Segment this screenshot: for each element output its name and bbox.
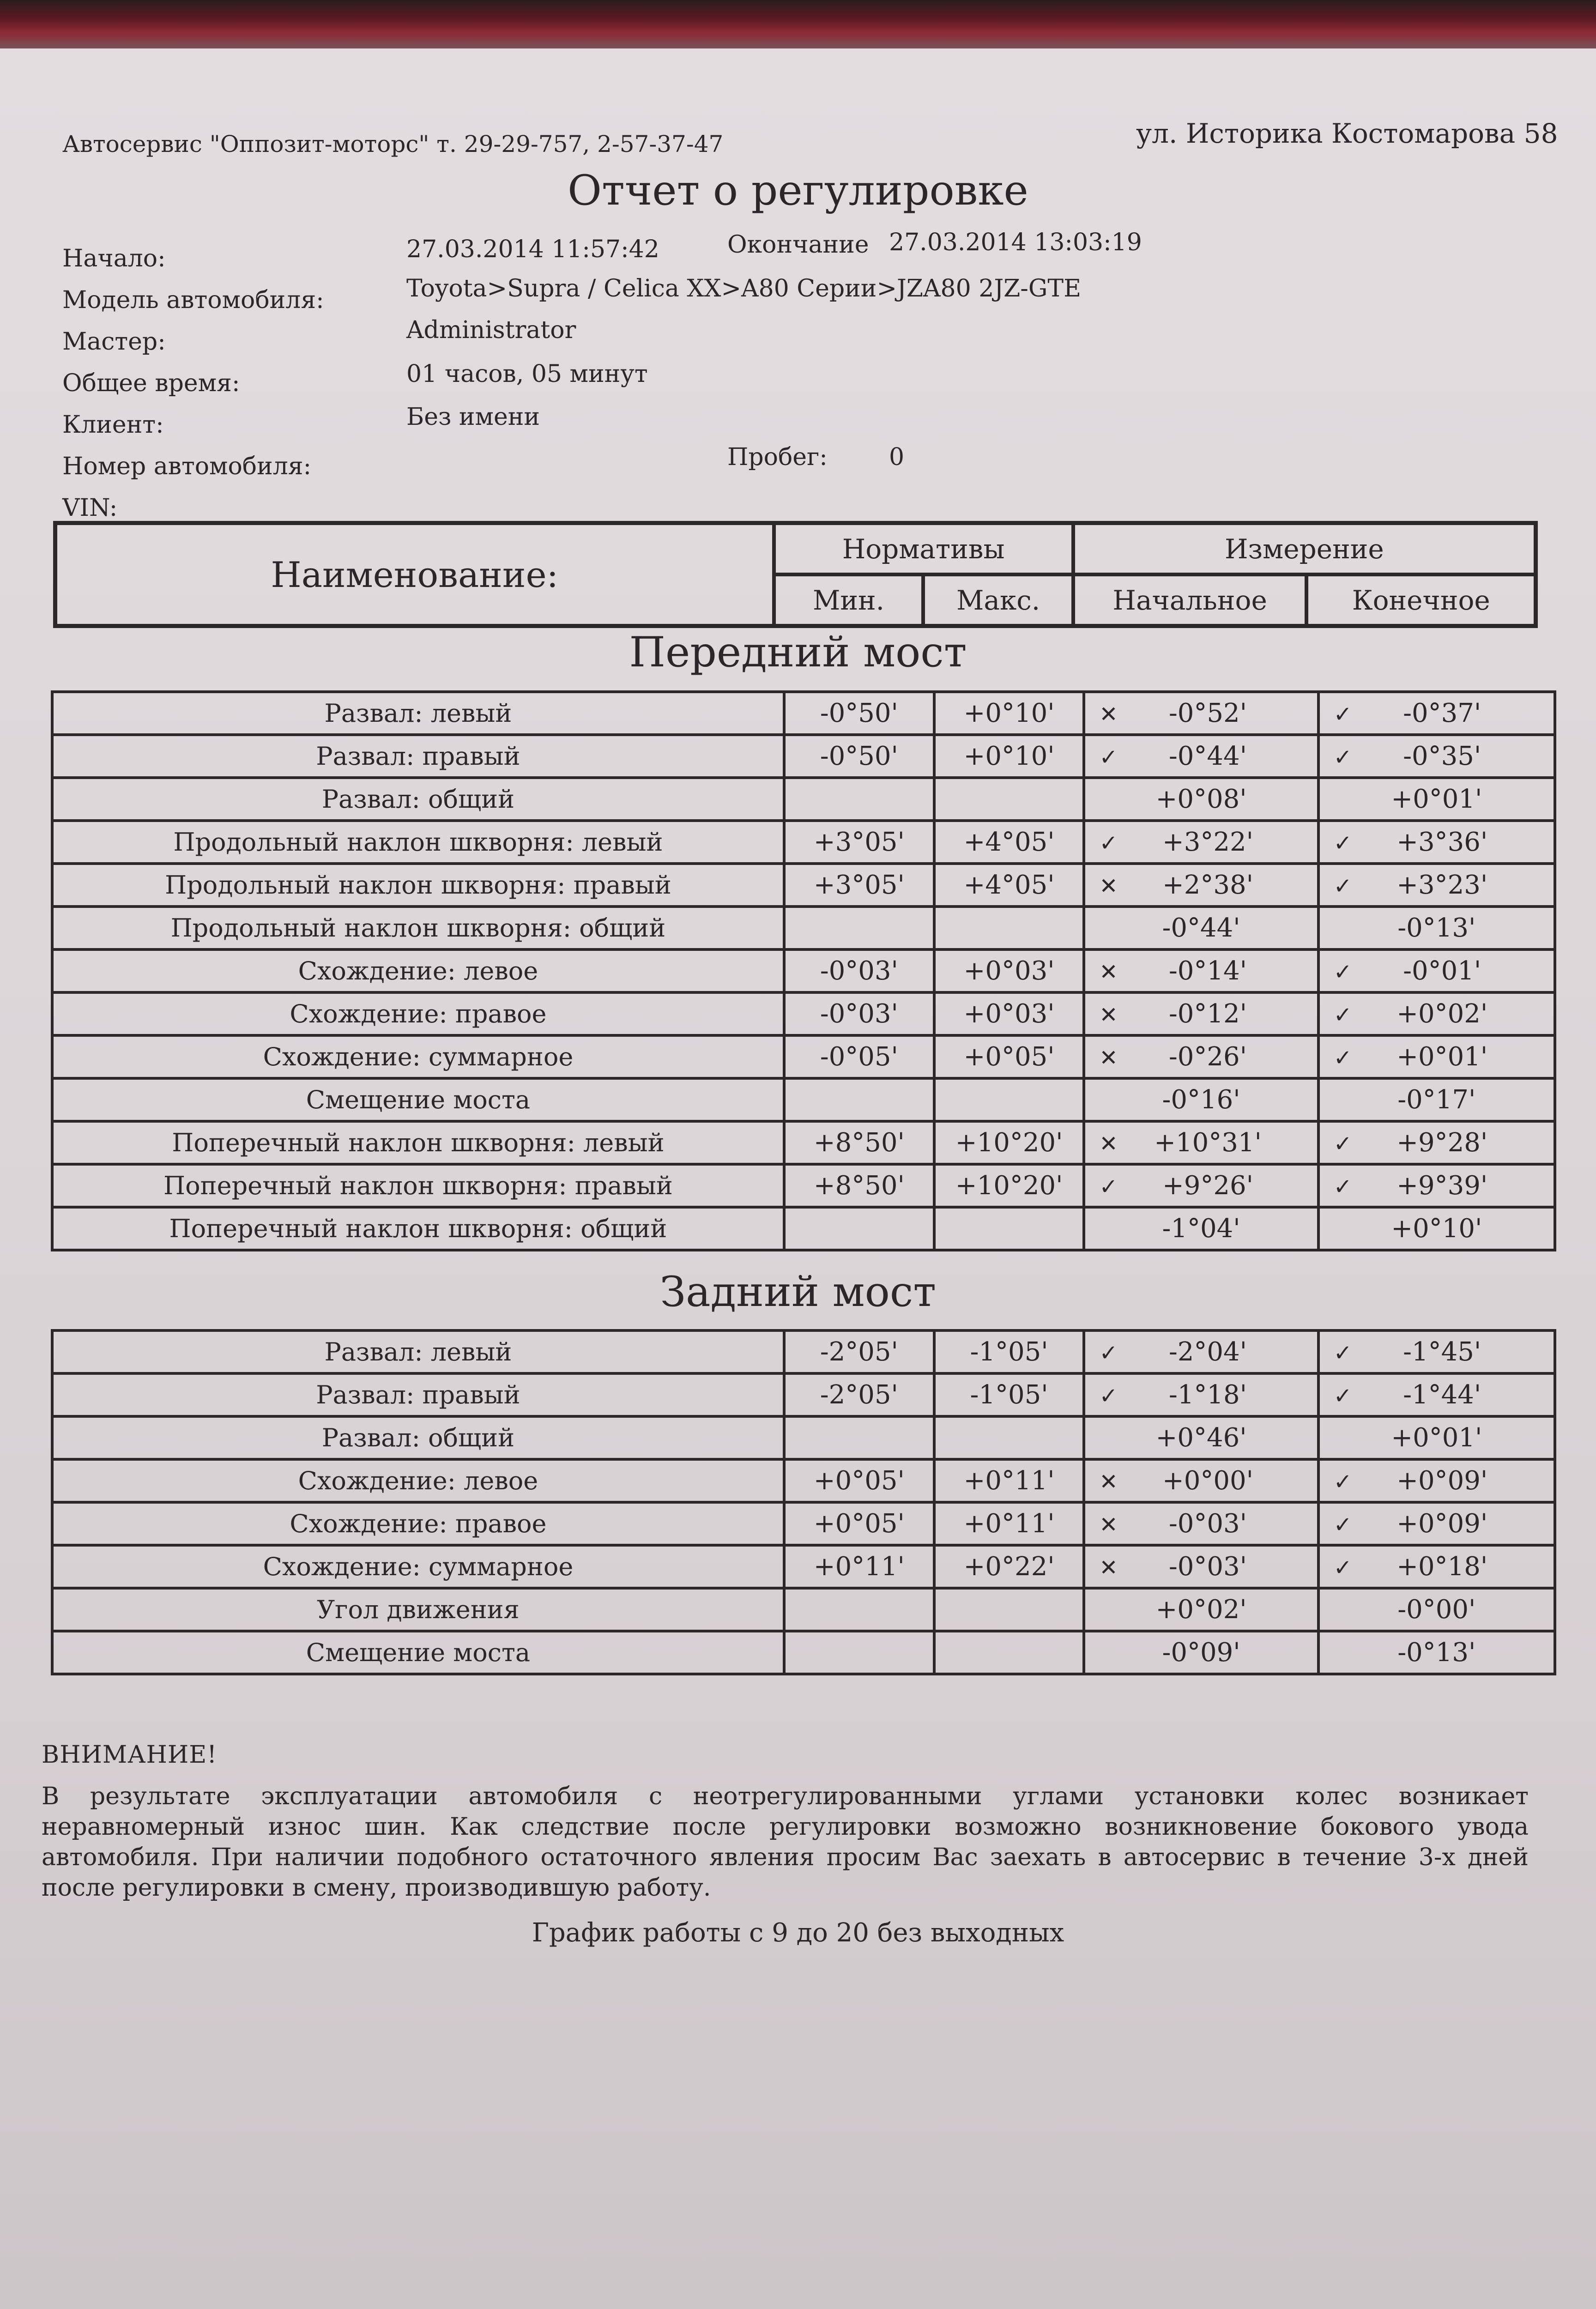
parameter-name: Угол движения <box>52 1588 784 1631</box>
rear-axle-table <box>51 1329 1556 1675</box>
norm-max: -1°05' <box>934 1330 1084 1373</box>
work-schedule: График работы с 9 до 20 без выходных <box>532 1918 1064 1948</box>
initial-value: +9°26' <box>1162 1171 1254 1201</box>
cross-icon: ✕ <box>1099 959 1118 985</box>
check-icon: ✓ <box>1333 1340 1352 1366</box>
parameter-name: Схождение: правое <box>52 1502 784 1545</box>
norm-max: +0°11' <box>934 1502 1084 1545</box>
norm-min: +8°50' <box>784 1164 934 1207</box>
norm-min <box>784 1078 934 1121</box>
norm-max: +0°22' <box>934 1545 1084 1588</box>
mileage-label: Пробег: <box>727 443 828 471</box>
table-row <box>52 1373 1555 1416</box>
initial-value: -0°03' <box>1168 1509 1247 1539</box>
norm-max <box>934 1416 1084 1459</box>
initial-measurement <box>1084 1416 1318 1459</box>
warning-text: В результате эксплуатации автомобиля с неотрегулированными углами установки колес возникает неравномерный износ шин. Как следствие после регулировки возможно возникновение бокового увода автомобиля. При наличии подобного остаточного явления просим Вас заехать в автосервис в течение 3-х дней после регулировки в смену, производившую работу. <box>42 1783 1529 1902</box>
initial-value: +3°22' <box>1162 827 1254 857</box>
table-row <box>52 1459 1555 1502</box>
norm-max <box>934 1078 1084 1121</box>
initial-value: +0°00' <box>1162 1466 1254 1496</box>
initial-measurement <box>1084 1330 1318 1373</box>
parameter-name: Развал: левый <box>52 692 784 735</box>
initial-measurement <box>1084 778 1318 821</box>
rear-axle-title: Задний мост <box>659 1268 937 1316</box>
initial-value: -0°16' <box>1162 1085 1240 1115</box>
final-measurement <box>1318 821 1555 864</box>
norm-max <box>934 1588 1084 1631</box>
final-value: -1°44' <box>1403 1380 1481 1410</box>
table-row <box>52 1502 1555 1545</box>
check-icon: ✓ <box>1333 1131 1352 1157</box>
norm-max <box>934 907 1084 949</box>
header-name: Наименование: <box>55 523 774 626</box>
final-measurement <box>1318 1459 1555 1502</box>
final-value: +0°02' <box>1396 999 1488 1029</box>
check-icon: ✓ <box>1333 1512 1352 1538</box>
initial-value: -0°26' <box>1168 1042 1247 1072</box>
final-value: -0°37' <box>1403 698 1481 728</box>
final-measurement <box>1318 1164 1555 1207</box>
initial-measurement <box>1084 692 1318 735</box>
initial-measurement <box>1084 1078 1318 1121</box>
table-row <box>52 1416 1555 1459</box>
initial-value: -1°18' <box>1168 1380 1247 1410</box>
check-icon: ✓ <box>1333 959 1352 985</box>
norm-min: -0°05' <box>784 1035 934 1078</box>
vin-label: VIN: <box>62 494 118 522</box>
initial-value: -1°04' <box>1162 1214 1240 1244</box>
norm-max: -1°05' <box>934 1373 1084 1416</box>
check-icon: ✓ <box>1333 1002 1352 1028</box>
initial-value: -2°04' <box>1168 1337 1247 1367</box>
check-icon: ✓ <box>1099 744 1118 770</box>
norm-min <box>784 907 934 949</box>
initial-measurement <box>1084 1373 1318 1416</box>
table-row <box>52 1631 1555 1674</box>
end-value: 27.03.2014 13:03:19 <box>889 229 1142 256</box>
table-row <box>52 949 1555 992</box>
final-measurement <box>1318 1545 1555 1588</box>
end-label: Окончание <box>727 231 869 259</box>
norm-min <box>784 1588 934 1631</box>
norm-min: +0°05' <box>784 1502 934 1545</box>
header-measure: Измерение <box>1073 523 1536 575</box>
model-value: Toyota>Supra / Celica XX>A80 Серии>JZA80 2JZ-GTE <box>406 275 1082 302</box>
header-norms: Нормативы <box>774 523 1073 575</box>
parameter-name: Схождение: левое <box>52 1459 784 1502</box>
norm-max <box>934 1631 1084 1674</box>
parameter-name: Схождение: левое <box>52 949 784 992</box>
norm-min: -0°50' <box>784 735 934 778</box>
header-initial: Начальное <box>1073 574 1307 626</box>
final-measurement <box>1318 992 1555 1035</box>
final-measurement <box>1318 1416 1555 1459</box>
header-min: Мин. <box>774 574 924 626</box>
initial-value: -0°44' <box>1168 741 1247 771</box>
norm-min <box>784 778 934 821</box>
check-icon: ✓ <box>1333 1469 1352 1495</box>
final-value: -0°13' <box>1397 1638 1476 1668</box>
initial-value: +2°38' <box>1162 870 1254 900</box>
top-dark-band <box>0 0 1596 55</box>
check-icon: ✓ <box>1099 830 1118 856</box>
final-measurement <box>1318 692 1555 735</box>
final-value: +9°28' <box>1396 1128 1488 1158</box>
cross-icon: ✕ <box>1099 1469 1118 1495</box>
norm-max: +4°05' <box>934 821 1084 864</box>
final-value: -0°13' <box>1397 913 1476 943</box>
client-value: Без имени <box>406 403 540 431</box>
initial-value: -0°12' <box>1168 999 1247 1029</box>
check-icon: ✓ <box>1333 1555 1352 1581</box>
initial-value: +10°31' <box>1154 1128 1262 1158</box>
start-value: 27.03.2014 11:57:42 <box>406 236 659 263</box>
cross-icon: ✕ <box>1099 1131 1118 1157</box>
table-row <box>52 1207 1555 1250</box>
initial-measurement <box>1084 1588 1318 1631</box>
norm-min: -0°50' <box>784 692 934 735</box>
initial-measurement <box>1084 992 1318 1035</box>
initial-value: -0°09' <box>1162 1638 1240 1668</box>
start-label: Начало: <box>62 245 166 272</box>
cross-icon: ✕ <box>1099 701 1118 727</box>
final-measurement <box>1318 864 1555 907</box>
final-value: +3°23' <box>1396 870 1488 900</box>
initial-measurement <box>1084 1459 1318 1502</box>
norm-min: -0°03' <box>784 992 934 1035</box>
parameter-name: Поперечный наклон шкворня: левый <box>52 1121 784 1164</box>
parameter-name: Развал: общий <box>52 1416 784 1459</box>
initial-measurement <box>1084 1545 1318 1588</box>
final-value: +0°09' <box>1396 1466 1488 1496</box>
initial-measurement <box>1084 735 1318 778</box>
initial-value: -0°52' <box>1168 698 1247 728</box>
norm-min: +8°50' <box>784 1121 934 1164</box>
check-icon: ✓ <box>1099 1340 1118 1366</box>
check-icon: ✓ <box>1333 1045 1352 1071</box>
cross-icon: ✕ <box>1099 873 1118 899</box>
initial-measurement <box>1084 1207 1318 1250</box>
parameter-name: Схождение: суммарное <box>52 1545 784 1588</box>
norm-min: -2°05' <box>784 1330 934 1373</box>
parameter-name: Продольный наклон шкворня: общий <box>52 907 784 949</box>
norm-max: +10°20' <box>934 1164 1084 1207</box>
final-measurement <box>1318 1078 1555 1121</box>
final-measurement <box>1318 1631 1555 1674</box>
cross-icon: ✕ <box>1099 1045 1118 1071</box>
table-row <box>52 821 1555 864</box>
check-icon: ✓ <box>1333 1174 1352 1200</box>
final-value: +0°01' <box>1391 1423 1482 1453</box>
initial-value: -0°14' <box>1168 956 1247 986</box>
front-axle-title: Передний мост <box>629 628 967 677</box>
initial-measurement <box>1084 1631 1318 1674</box>
norm-min: +0°11' <box>784 1545 934 1588</box>
check-icon: ✓ <box>1333 1383 1352 1409</box>
report-title: Отчет о регулировке <box>568 166 1028 215</box>
final-measurement <box>1318 1330 1555 1373</box>
cross-icon: ✕ <box>1099 1512 1118 1538</box>
norm-max: +0°03' <box>934 992 1084 1035</box>
final-value: +3°36' <box>1396 827 1488 857</box>
final-value: +0°10' <box>1391 1214 1482 1244</box>
table-row <box>52 692 1555 735</box>
norm-max: +0°10' <box>934 692 1084 735</box>
final-value: -0°17' <box>1397 1085 1476 1115</box>
parameter-name: Продольный наклон шкворня: левый <box>52 821 784 864</box>
header-final: Конечное <box>1306 574 1536 626</box>
parameter-name: Развал: правый <box>52 1373 784 1416</box>
norm-min <box>784 1631 934 1674</box>
initial-measurement <box>1084 949 1318 992</box>
table-row <box>52 1588 1555 1631</box>
parameter-name: Поперечный наклон шкворня: правый <box>52 1164 784 1207</box>
front-axle-table <box>51 690 1556 1251</box>
norm-max: +0°10' <box>934 735 1084 778</box>
final-value: -1°45' <box>1403 1337 1481 1367</box>
initial-measurement <box>1084 821 1318 864</box>
table-row <box>52 1545 1555 1588</box>
final-value: -0°00' <box>1397 1595 1476 1625</box>
company-address: ул. Историка Костомарова 58 <box>1136 118 1558 149</box>
parameter-name: Смещение моста <box>52 1631 784 1674</box>
initial-measurement <box>1084 1502 1318 1545</box>
final-value: +0°09' <box>1396 1509 1488 1539</box>
parameter-name: Продольный наклон шкворня: правый <box>52 864 784 907</box>
initial-measurement <box>1084 1035 1318 1078</box>
table-row <box>52 1078 1555 1121</box>
final-measurement <box>1318 1502 1555 1545</box>
norm-min: -0°03' <box>784 949 934 992</box>
final-value: -0°35' <box>1403 741 1481 771</box>
final-measurement <box>1318 778 1555 821</box>
final-value: +0°18' <box>1396 1552 1488 1582</box>
norm-max: +10°20' <box>934 1121 1084 1164</box>
parameter-name: Развал: общий <box>52 778 784 821</box>
master-label: Мастер: <box>62 328 166 356</box>
warning-title: ВНИМАНИЕ! <box>42 1741 218 1769</box>
table-row <box>52 778 1555 821</box>
parameter-name: Поперечный наклон шкворня: общий <box>52 1207 784 1250</box>
norm-min: +3°05' <box>784 821 934 864</box>
norm-min: +3°05' <box>784 864 934 907</box>
company-name: Автосервис "Оппозит-моторс" т. 29-29-757, 2-57-37-47 <box>62 131 724 157</box>
cross-icon: ✕ <box>1099 1002 1118 1028</box>
table-row <box>52 907 1555 949</box>
check-icon: ✓ <box>1333 744 1352 770</box>
model-label: Модель автомобиля: <box>62 286 324 314</box>
check-icon: ✓ <box>1333 830 1352 856</box>
norm-max: +0°11' <box>934 1459 1084 1502</box>
check-icon: ✓ <box>1333 701 1352 727</box>
total-time-label: Общее время: <box>62 369 240 397</box>
total-time-value: 01 часов, 05 минут <box>406 360 648 388</box>
parameter-name: Смещение моста <box>52 1078 784 1121</box>
header-max: Макс. <box>923 574 1073 626</box>
table-header <box>53 521 1538 628</box>
final-measurement <box>1318 1207 1555 1250</box>
initial-value: +0°02' <box>1155 1595 1247 1625</box>
final-value: +0°01' <box>1396 1042 1488 1072</box>
table-row <box>52 864 1555 907</box>
cross-icon: ✕ <box>1099 1555 1118 1581</box>
norm-max <box>934 778 1084 821</box>
norm-min <box>784 1416 934 1459</box>
final-measurement <box>1318 1373 1555 1416</box>
table-row <box>52 735 1555 778</box>
norm-min: -2°05' <box>784 1373 934 1416</box>
initial-measurement <box>1084 864 1318 907</box>
norm-min <box>784 1207 934 1250</box>
client-label: Клиент: <box>62 411 164 439</box>
final-value: +0°01' <box>1391 784 1482 814</box>
table-row <box>52 1330 1555 1373</box>
final-measurement <box>1318 735 1555 778</box>
check-icon: ✓ <box>1099 1174 1118 1200</box>
table-row <box>52 1164 1555 1207</box>
initial-measurement <box>1084 1121 1318 1164</box>
check-icon: ✓ <box>1099 1383 1118 1409</box>
norm-max: +0°03' <box>934 949 1084 992</box>
plate-label: Номер автомобиля: <box>62 453 312 480</box>
initial-value: +0°08' <box>1155 784 1247 814</box>
initial-value: +0°46' <box>1155 1423 1247 1453</box>
norm-min: +0°05' <box>784 1459 934 1502</box>
norm-max: +4°05' <box>934 864 1084 907</box>
master-value: Administrator <box>406 316 576 344</box>
parameter-name: Развал: правый <box>52 735 784 778</box>
final-value: -0°01' <box>1403 956 1481 986</box>
final-measurement <box>1318 949 1555 992</box>
table-row <box>52 1121 1555 1164</box>
norm-max <box>934 1207 1084 1250</box>
norm-max: +0°05' <box>934 1035 1084 1078</box>
check-icon: ✓ <box>1333 873 1352 899</box>
final-value: +9°39' <box>1396 1171 1488 1201</box>
table-row <box>52 1035 1555 1078</box>
final-measurement <box>1318 1121 1555 1164</box>
initial-measurement <box>1084 1164 1318 1207</box>
parameter-name: Схождение: правое <box>52 992 784 1035</box>
initial-measurement <box>1084 907 1318 949</box>
parameter-name: Схождение: суммарное <box>52 1035 784 1078</box>
final-measurement <box>1318 907 1555 949</box>
parameter-name: Развал: левый <box>52 1330 784 1373</box>
table-row <box>52 992 1555 1035</box>
mileage-value: 0 <box>889 443 905 471</box>
initial-value: -0°03' <box>1168 1552 1247 1582</box>
report-sheet <box>0 48 1596 2309</box>
final-measurement <box>1318 1588 1555 1631</box>
initial-value: -0°44' <box>1162 913 1240 943</box>
final-measurement <box>1318 1035 1555 1078</box>
